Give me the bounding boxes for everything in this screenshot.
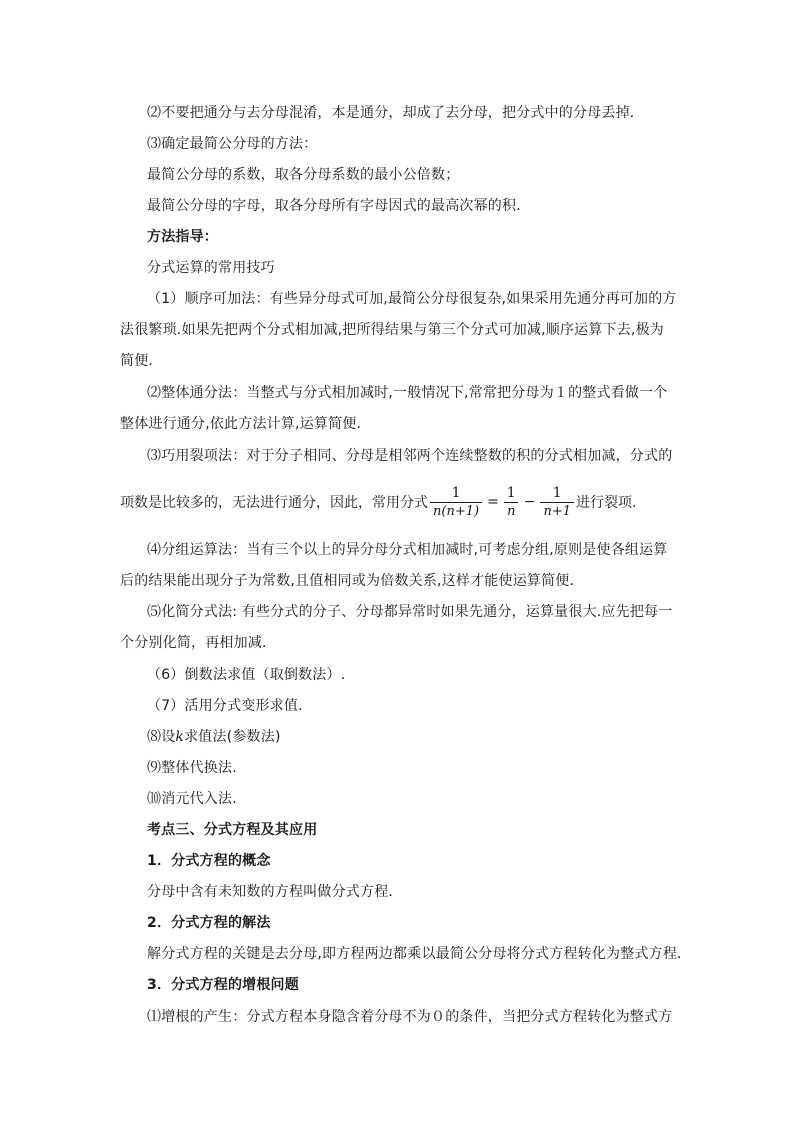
text-line: 最简公分母的系数，取各分母系数的最小公倍数；	[147, 167, 460, 183]
text-line: （6）倒数法求值（取倒数法）.	[147, 667, 346, 683]
text-line: ⑽消元代入法.	[147, 791, 237, 807]
subsection-heading: 1．分式方程的概念	[147, 853, 271, 869]
text-line: 法很繁琐.如果先把两个分式相加减,把所得结果与第三个分式可加减,顺序运算下去,极为	[120, 322, 664, 338]
text-line: 最简公分母的字母，取各分母所有字母因式的最高次幂的积．	[147, 198, 531, 214]
text-line: ⑴增根的产生：分式方程本身隐含着分母不为０的条件，当把分式方程转化为整式方	[147, 1009, 673, 1025]
fraction-2-denominator: n	[504, 502, 518, 521]
subsection-heading: 3．分式方程的增根问题	[147, 977, 299, 993]
text-line: 分母中含有未知数的方程叫做分式方程．	[147, 884, 403, 900]
fraction-1	[430, 484, 482, 521]
fraction-2-numerator: 1	[506, 484, 516, 501]
fraction-3-numerator: 1	[552, 484, 562, 501]
fraction-3	[540, 484, 574, 521]
section-heading: 方法指导：	[147, 229, 218, 245]
text-line: 整体进行通分,依此方法计算,运算简便.	[120, 416, 362, 432]
section-heading: 考点三、分式方程及其应用	[147, 822, 318, 838]
text-line: ⑼整体代换法.	[147, 760, 237, 776]
text-line: （7）活用分式变形求值.	[147, 698, 303, 714]
text-line: 解分式方程的关键是去分母,即方程两边都乘以最简公分母将分式方程转化为整式方程．	[147, 946, 692, 962]
equals-sign: =	[487, 494, 499, 510]
text-fragment: ⑻设	[147, 729, 176, 745]
fraction-1-numerator: 1	[451, 484, 461, 501]
formula-line	[120, 480, 636, 524]
fraction-1-denominator: n(n+1)	[430, 502, 482, 521]
text-line: ⑷分组运算法：当有三个以上的异分母分式相加减时,可考虑分组,原则是使各组运算	[147, 542, 668, 558]
variable-k: k	[175, 729, 185, 745]
text-line: 个分别化简，再相加减.	[120, 635, 267, 651]
text-line: ⑵不要把通分与去分母混淆，本是通分，却成了去分母，把分式中的分母丢掉．	[147, 105, 644, 121]
text-line: 分式运算的常用技巧	[147, 260, 275, 276]
text-line: 后的结果能出现分子为常数,且值相同或为倍数关系,这样才能使运算简便.	[120, 573, 575, 589]
text-line	[147, 727, 281, 747]
minus-sign: −	[523, 494, 536, 510]
fraction-3-denominator: n+1	[540, 502, 574, 521]
text-line: （1）顺序可加法：有些异分母式可加,最简公分母很复杂,如果采用先通分再可加的方	[147, 291, 677, 307]
text-line: ⑶巧用裂项法：对于分子相同、分母是相邻两个连续整数的积的分式相加减，分式的	[147, 448, 673, 464]
subsection-heading: 2．分式方程的解法	[147, 915, 271, 931]
formula-suffix: 进行裂项.	[576, 495, 637, 511]
formula-prefix: 项数是比较多的，无法进行通分，因此，常用分式	[120, 495, 428, 511]
text-line: ⑶确定最简公分母的方法：	[147, 136, 318, 152]
text-line: ⑸化简分式法: 有些分式的分子、分母都异常时如果先通分，运算量很大.应先把每一	[147, 604, 673, 620]
text-fragment: 求值法(参数法)	[184, 729, 281, 745]
text-line: 简便.	[120, 353, 154, 369]
text-line: ⑵整体通分法：当整式与分式相加减时,一般情况下,常常把分母为１的整式看做一个	[147, 385, 668, 401]
fraction-2	[504, 484, 519, 521]
